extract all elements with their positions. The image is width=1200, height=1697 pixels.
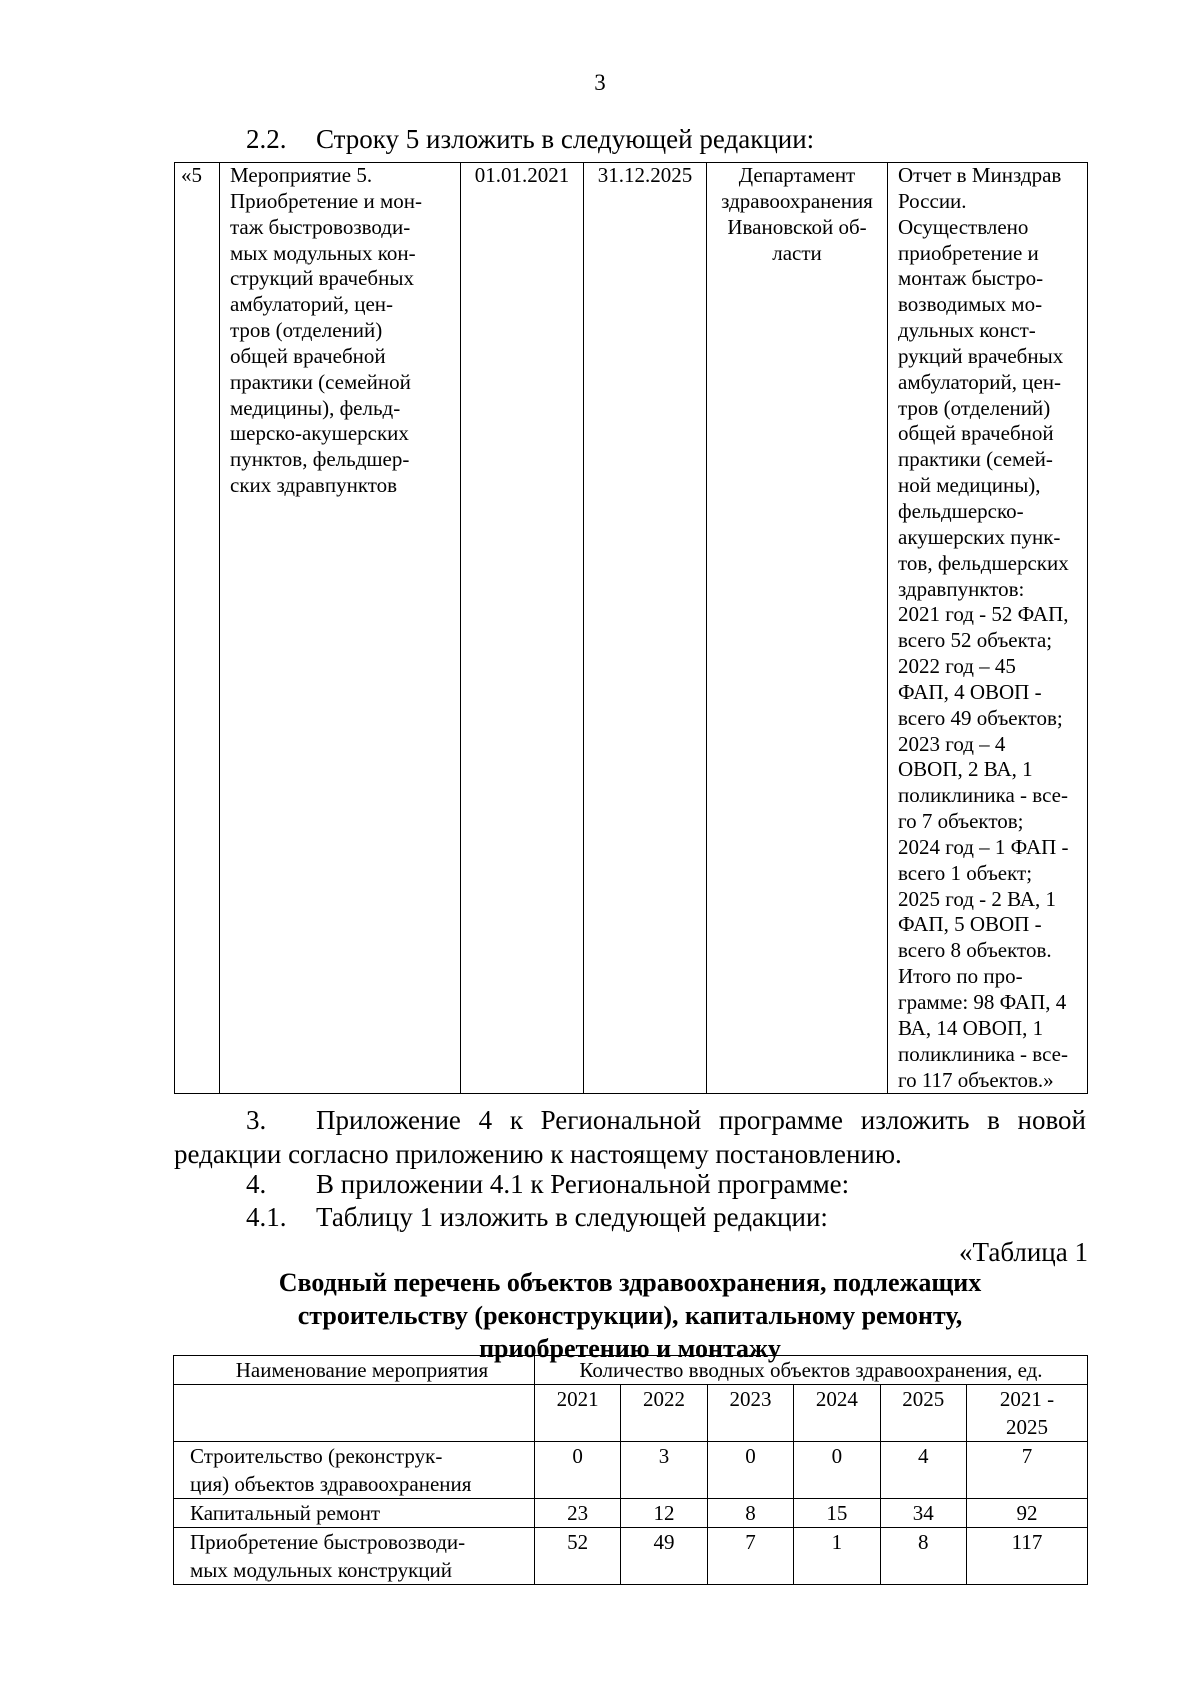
value-cell: 1 <box>794 1528 880 1585</box>
value-cell: 0 <box>794 1442 880 1499</box>
table-title: Сводный перечень объектов здравоохранения, подлежащих строительству (реконструкции), капитальному ремонту, приобретению и монтажу <box>278 1268 982 1363</box>
item-2-2 <box>246 124 814 155</box>
value-cell: 0 <box>707 1442 793 1499</box>
value-cell: 117 <box>966 1528 1087 1585</box>
value-cell: 8 <box>707 1499 793 1528</box>
value-cell: 7 <box>707 1528 793 1585</box>
value-cell: 12 <box>621 1499 707 1528</box>
item-number: 3. <box>246 1105 267 1135</box>
item-4 <box>246 1169 849 1200</box>
value-cell: 52 <box>534 1528 620 1585</box>
value-cell: 23 <box>534 1499 620 1528</box>
value-cell: 7 <box>966 1442 1087 1499</box>
row-number-cell: «5 <box>175 163 220 1094</box>
value-cell: 34 <box>880 1499 966 1528</box>
table-row <box>175 163 1088 1094</box>
header-name-cell: Наименование мероприятия <box>174 1356 535 1385</box>
value-cell: 15 <box>794 1499 880 1528</box>
empty-cell <box>174 1385 535 1442</box>
row-name-cell: Капитальный ремонт <box>174 1499 535 1528</box>
value-cell: 49 <box>621 1528 707 1585</box>
event-name-cell: Мероприятие 5. Приобретение и мон- таж быстровозводи- мых модульных кон- струкций врачебных амбулаторий, цен- тров (отделений) общей врачебной практики (семейной медицины), фельд- шерско-акушерских пунктов, фельдшер- ских здравпунктов <box>220 163 461 1094</box>
item-4-1 <box>246 1202 828 1233</box>
value-cell: 3 <box>621 1442 707 1499</box>
table-row <box>174 1528 1088 1585</box>
row-name-cell: Строительство (реконструк- ция) объектов здравоохранения <box>174 1442 535 1499</box>
end-date-cell: 31.12.2025 <box>584 163 707 1094</box>
item-text: Приложение 4 к Региональной программе изложить в новой редакции согласно приложению к настоящему постановлению. <box>174 1105 1086 1169</box>
department-cell: Департамент здравоохранения Ивановской об- ласти <box>707 163 888 1094</box>
value-cell: 8 <box>880 1528 966 1585</box>
value-cell: 0 <box>534 1442 620 1499</box>
table-header-row <box>174 1356 1088 1385</box>
item-text: В приложении 4.1 к Региональной программе: <box>316 1169 850 1199</box>
year-total-cell: 2021 - 2025 <box>966 1385 1087 1442</box>
year-cell: 2023 <box>707 1385 793 1442</box>
year-cell: 2025 <box>880 1385 966 1442</box>
item-text: Таблицу 1 изложить в следующей редакции: <box>316 1202 828 1232</box>
value-cell: 4 <box>880 1442 966 1499</box>
item-number: 4. <box>246 1169 267 1199</box>
year-cell: 2024 <box>794 1385 880 1442</box>
item-3 <box>174 1103 1086 1171</box>
row-name-cell: Приобретение быстровозводи- мых модульных конструкций <box>174 1528 535 1585</box>
year-cell: 2021 <box>534 1385 620 1442</box>
row5-table <box>174 162 1088 1094</box>
table-label: «Таблица 1 <box>959 1237 1088 1267</box>
table-row <box>174 1442 1088 1499</box>
item-number: 2.2. <box>246 124 287 154</box>
result-cell: Отчет в Минздрав России. Осуществлено приобретение и монтаж быстро- возводимых мо- дульных конст- рукций врачебных амбулаторий, цен- тров (отделений) общей врачебной практики (семей- ной медицины), фельдшерско- акушерских пунк- тов, фельдшерских здравпунктов: 2021 год - 52 ФАП, всего 52 объекта; 2022 год – 45 ФАП, 4 ОВОП - всего 49 объектов; 2023 год – 4 ОВОП, 2 ВА, 1 поликлиника - все- го 7 объектов; 2024 год – 1 ФАП - всего 1 объект; 2025 год - 2 ВА, 1 ФАП, 5 ОВОП - всего 8 объектов. Итого по про- грамме: 98 ФАП, 4 ВА, 14 ОВОП, 1 поликлиника - все- го 117 объектов.» <box>888 163 1088 1094</box>
table-years-row <box>174 1385 1088 1442</box>
start-date-cell: 01.01.2021 <box>461 163 584 1094</box>
value-cell: 92 <box>966 1499 1087 1528</box>
page-number: 3 <box>594 70 606 95</box>
summary-table <box>173 1355 1088 1585</box>
year-cell: 2022 <box>621 1385 707 1442</box>
header-quantity-cell: Количество вводных объектов здравоохранения, ед. <box>534 1356 1087 1385</box>
item-number: 4.1. <box>246 1202 287 1232</box>
table-row <box>174 1499 1088 1528</box>
item-text: Строку 5 изложить в следующей редакции: <box>316 124 815 154</box>
